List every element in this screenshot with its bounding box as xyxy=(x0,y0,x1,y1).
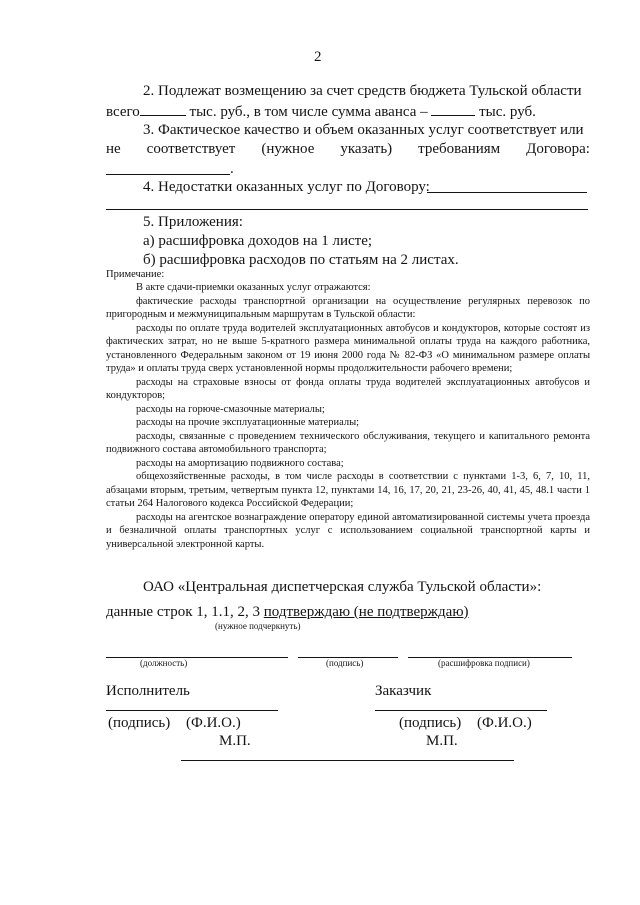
total-blank xyxy=(140,101,186,116)
item-4-blank-2 xyxy=(106,209,588,210)
note-paragraph: расходы на горюче-смазочные материалы; xyxy=(136,403,325,415)
executor-fio: (Ф.И.О.) xyxy=(186,715,241,731)
customer-stamp: М.П. xyxy=(426,733,458,749)
word-5: требованиям xyxy=(418,141,501,157)
item-3-line-2 xyxy=(106,140,590,158)
item-4: 4. Недостатки оказанных услуг по Договору: xyxy=(143,179,430,195)
total-mid: тыс. руб., в том числе сумма аванса – xyxy=(189,104,428,120)
note-paragraph: В акте сдачи-приемки оказанных услуг отражаются: xyxy=(136,282,371,293)
note-body xyxy=(106,281,590,551)
item-3-blank xyxy=(106,174,230,175)
executor-stamp: М.П. xyxy=(219,733,251,749)
word-6: Договора: xyxy=(526,141,590,157)
item-2-line-2 xyxy=(106,101,536,121)
label-signature: (подпись) xyxy=(326,658,364,668)
bottom-rule xyxy=(181,760,514,761)
confirm-options: подтверждаю (не подтверждаю) xyxy=(263,604,469,620)
note-paragraph: расходы на страховые взносы от фонда оплаты труда водителей эксплуатационных автобусов и кондукторов; xyxy=(106,376,590,401)
word-2: соответствует xyxy=(146,141,236,157)
note-paragraph: общехозяйственные расходы, в том числе расходы в соответствии с пунктами 1-3, 6, 7, 10, 11, абзацами вторым, третьим, четвертым пункта 12, пунктами 14, 16, 17, 20, 21, 23-26, 40, 41, 45, 48.1 части 1 статьи 264 Налогового кодекса Российской Федерации; xyxy=(106,471,590,509)
advance-blank xyxy=(431,101,475,116)
customer-signature: (подпись) xyxy=(399,715,462,731)
customer-sign-line xyxy=(375,710,547,711)
executor-label: Исполнитель xyxy=(106,683,190,699)
total-prefix: всего xyxy=(106,104,140,120)
item-4-blank-1 xyxy=(427,192,587,193)
item-5b: б) расшифровка расходов по статьям на 2 листах. xyxy=(143,252,459,268)
label-decoding: (расшифровка подписи) xyxy=(438,658,530,668)
position-line xyxy=(106,657,288,658)
note-paragraph: фактические расходы транспортной организации на осуществление регулярных перевозок по пригородным и межмуниципальным маршрутам в Тульской области: xyxy=(106,295,590,320)
confirm-line xyxy=(106,603,469,621)
confirm-prefix: данные строк 1, 1.1, 2, 3 xyxy=(106,604,261,620)
item-2-line-1: 2. Подлежат возмещению за счет средств бюджета Тульской области xyxy=(143,83,582,99)
item-3-line-1: 3. Фактическое качество и объем оказанных услуг соответствует или xyxy=(143,122,584,138)
executor-sign-line xyxy=(106,710,278,711)
note-paragraph: расходы по оплате труда водителей эксплуатационных автобусов и кондукторов, которые состоят из фактических затрат, но не выше 5-кратного размера минимальной оплаты труда на каждого работника, установленного Федеральным законом от 19 июня 2000 года № 82-ФЗ «О минимальном размере оплаты труда» и оплаты труда сверх установленной нормы продолжительности рабочего времени; xyxy=(106,322,590,374)
underline-hint: (нужное подчеркнуть) xyxy=(215,621,301,631)
item-5: 5. Приложения: xyxy=(143,214,243,230)
note-paragraph: расходы, связанные с проведением технического обслуживания, текущего и капитального ремонта подвижного состава автомобильного транспорта; xyxy=(106,430,590,455)
note-paragraph: расходы на амортизацию подвижного состава; xyxy=(136,457,344,469)
note-paragraph: расходы на агентское вознаграждение оператору единой автоматизированной системы учета проезда и безналичной оплаты транспортных услуг с использованием социальной транспортной карты и универсальной электронной карты. xyxy=(106,511,590,550)
word-1: не xyxy=(106,141,121,157)
word-4: указать) xyxy=(340,141,393,157)
total-suffix: тыс. руб. xyxy=(479,104,536,120)
executor-signature: (подпись) xyxy=(108,715,171,731)
customer-label: Заказчик xyxy=(375,683,432,699)
document-page: 2 2. Подлежат возмещению за счет средств бюджета Тульской области всего тыс. руб., в том числе сумма аванса – тыс. руб. 3. Фактическое качество и объем оказанных услуг соответствует или не соответствует (нужное указать) требованиям Договора: . 4. Недостатки оказанных услуг по Договору: 5. Приложения: а) расшифровка доходов на 1 листе; б) расшифровка расходов по статьям на 2 листах. Примечание: В акте сдачи-приемки оказанных услуг отражаются: фактические расходы транспортной организации на осуществление регулярных перевозок по пригородным и межмуниципальным маршрутам в Тульской области: расходы по оплате труда водителей эксплуатационных автобусов и кондукторов, которые состоят из фактических затрат, но не выше 5-кратного размера минимальной оплаты труда на каждого работника, установленного Федеральным законом от 19 июня 2000 года № 82-ФЗ «О минимальном размере оплаты труда» и оплаты труда сверх установленной нормы продолжительности рабочего времени; расходы на страховые взносы от фонда оплаты труда водителей эксплуатационных автобусов и кондукторов; расходы на горюче-смазочные материалы; расходы на прочие эксплуатационные материалы; расходы, связанные с проведением технического обслуживания, текущего и капитального ремонта подвижного состава автомобильного транспорта; расходы на амортизацию подвижного состава; общехозяйственные расходы, в том числе расходы в соответствии с пунктами 1-3, 6, 7, 10, 11, абзацами вторым, третьим, четвертым пункта 12, пунктами 14, 16, 17, 20, 21, 23-26, 40, 41, 45, 48.1 части 1 статьи 264 Налогового кодекса Российской Федерации; расходы на агентское вознаграждение оператору единой автоматизированной системы учета проезда и безналичной оплаты транспортных услуг с использованием социальной транспортной карты и универсальной электронной карты. ОАО «Центральная диспетчерская служба Тульской области»: данные строк 1, 1.1, 2, 3 подтверждаю (не подтверждаю) (нужное подчеркнуть) (должность) (подпись) (расшифровка подписи) Исполнитель Заказчик (подпись) (Ф.И.О.) (подпись) (Ф.И.О.) М.П. М.П. xyxy=(0,0,640,905)
customer-fio: (Ф.И.О.) xyxy=(477,715,532,731)
item-5a: а) расшифровка доходов на 1 листе; xyxy=(143,233,373,249)
note-title: Примечание: xyxy=(106,269,165,280)
label-position: (должность) xyxy=(140,658,188,668)
page-number: 2 xyxy=(314,49,322,65)
org-name: ОАО «Центральная диспетчерская служба Тульской области»: xyxy=(143,579,542,595)
note-paragraph: расходы на прочие эксплуатационные материалы; xyxy=(136,417,360,428)
word-3: (нужное xyxy=(261,141,315,157)
